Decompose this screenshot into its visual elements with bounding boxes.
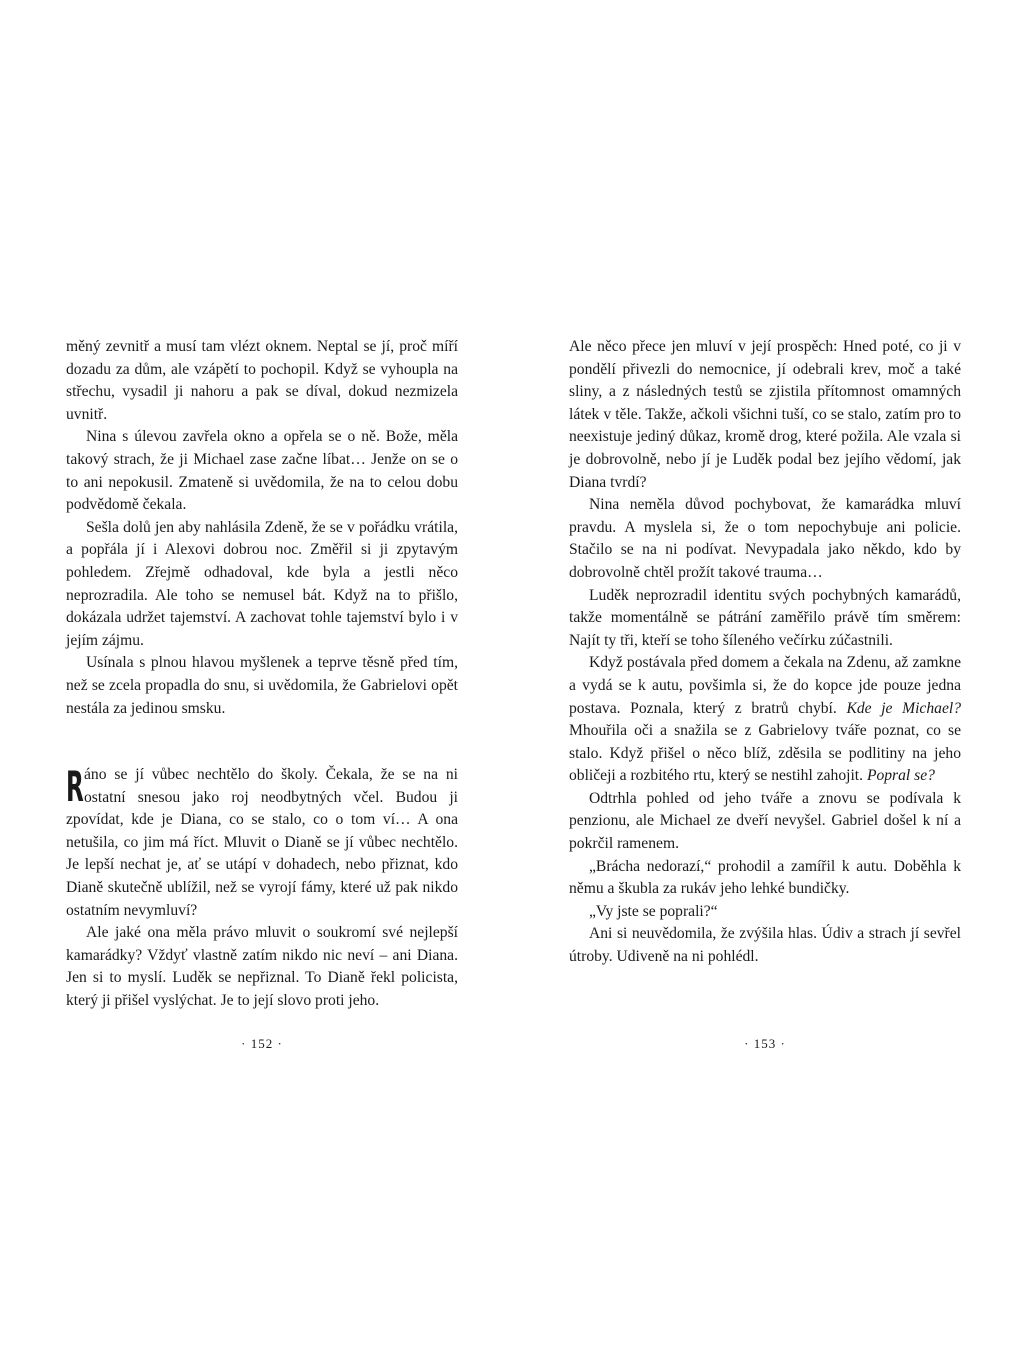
- section-break: [66, 720, 458, 764]
- right-paragraph-2: Nina neměla důvod pochybovat, že kamarádka mluví pravdu. A myslela si, že o tom nepochybuje ani policie. Stačilo se na ni podívat. Nevypadala jako někdo, kdo by dobrovolně chtěl prožít takové trauma…: [569, 496, 961, 581]
- left-paragraph-4: Usínala s plnou hlavou myšlenek a teprve těsně před tím, než se zcela propadla do snu, si uvědomila, že Gabrielovi opět nestála za jedinou smsku.: [66, 654, 458, 717]
- left-paragraph-2: Nina s úlevou zavřela okno a opřela se o ně. Bože, měla takový strach, že ji Michael zase začne líbat… Jenže on se o to ani nepokusil. Zmateně si uvědomila, že na to celou dobu podvědomě čekala.: [66, 428, 458, 514]
- right-page: [569, 336, 961, 969]
- right-paragraph-4: [569, 652, 961, 788]
- right-paragraph-4-text-b: Mhouřila oči a snažila se z Gabrielovy tváře poznat, co se stalo. Když přišel o něco blíž, zděsila se podlitiny na jeho obličeji a rozbitého rtu, který se nestihl zahojit.: [569, 722, 961, 785]
- left-section2-paragraph-1: [66, 764, 458, 922]
- right-paragraph-8: Ani si neuvědomila, že zvýšila hlas. Údiv a strach jí sevřel útroby. Udiveně na ni pohlédl.: [569, 925, 961, 966]
- right-paragraph-7: „Vy jste se poprali?“: [589, 902, 718, 920]
- left-page: [66, 336, 458, 1013]
- right-page-number: · 153 ·: [744, 1036, 786, 1051]
- left-section2-paragraph-1-text: áno se jí vůbec nechtělo do školy. Čekala, že se na ni ostatní snesou jako roj neodbytných včel. Budou ji zpovídat, kde je Diana, co se stalo, co o tom ví… A ona netušila, co jim má říct. Mluvit o Dianě se jí vůbec nechtělo. Je lepší nechat je, ať se utápí v dohadech, nebo přiznat, kdo Dianě skutečně ublížil, než se vyrojí fámy, které už pak nikdo ostatním nevymluví?: [66, 766, 458, 919]
- drop-cap: R: [66, 762, 83, 812]
- right-paragraph-5: Odtrhla pohled od jeho tváře a znovu se podívala k penzionu, ale Michael ze dveří nevyšel. Gabriel došel k ní a pokrčil ramenem.: [569, 789, 961, 853]
- right-paragraph-4-text-a: Když postávala před domem a čekala na Zdenu, až zamkne a vydá se k autu, povšimla si, že do kopce jde pouze jedna postava. Poznala, který z bratrů chybí.: [569, 654, 961, 717]
- left-paragraph-3: Sešla dolů jen aby nahlásila Zdeně, že se v pořádku vrátila, a popřála jí i Alexovi dobrou noc. Změřil si ji zpytavým pohledem. Zřejmě odhadoval, kde byla a jestli něco neprozradila. Ale toho se nemusel bát. Když na to přišlo, dokázala udržet tajemství. A zachovat tohle tajemství bylo i v jejím zájmu.: [66, 518, 458, 649]
- right-paragraph-1: Ale něco přece jen mluví v její prospěch: Hned poté, co ji v pondělí přivezli do nemocnice, jí odebrali krev, moč a také sliny, a z následných testů se zjistila přítomnost omamných látek v těle. Takže, ačkoli všichni tuší, co se stalo, zatím pro to neexistuje jediný důkaz, kromě drog, které požila. Ale vzala si je dobrovolně, nebo jí je Luděk podal bez jejího vědomí, jak Diana tvrdí?: [569, 338, 961, 491]
- right-paragraph-4-italic-1: Kde je Michael?: [846, 699, 961, 717]
- right-paragraph-4-italic-2: Popral se?: [866, 767, 935, 785]
- left-page-number: · 152 ·: [241, 1036, 283, 1051]
- right-paragraph-3: Luděk neprozradil identitu svých pochybných kamarádů, takže momentálně se pátrání zaměřilo právě tím směrem: Najít ty tři, kteří se toho šíleného večírku zúčastnili.: [569, 586, 961, 649]
- left-paragraph-1: měný zevnitř a musí tam vlézt oknem. Neptal se jí, proč míří dozadu za dům, ale vzápětí to pochopil. Když se vyhoupla na střechu, vysadil ji nahoru a pak se díval, dokud nezmizela uvnitř.: [66, 338, 458, 423]
- right-paragraph-6: „Brácha nedorazí,“ prohodil a zamířil k autu. Doběhla k němu a škubla za rukáv jeho lehké bundičky.: [569, 857, 961, 898]
- left-section2-paragraph-2: Ale jaké ona měla právo mluvit o soukromí své nejlepší kamarádky? Vždyť vlastně zatím nikdo nic neví – ani Diana. Jen si to myslí. Luděk se nepřiznal. To Dianě řekl policista, který ji přišel vyslýchat. Je to její slovo proti jeho.: [66, 924, 458, 1010]
